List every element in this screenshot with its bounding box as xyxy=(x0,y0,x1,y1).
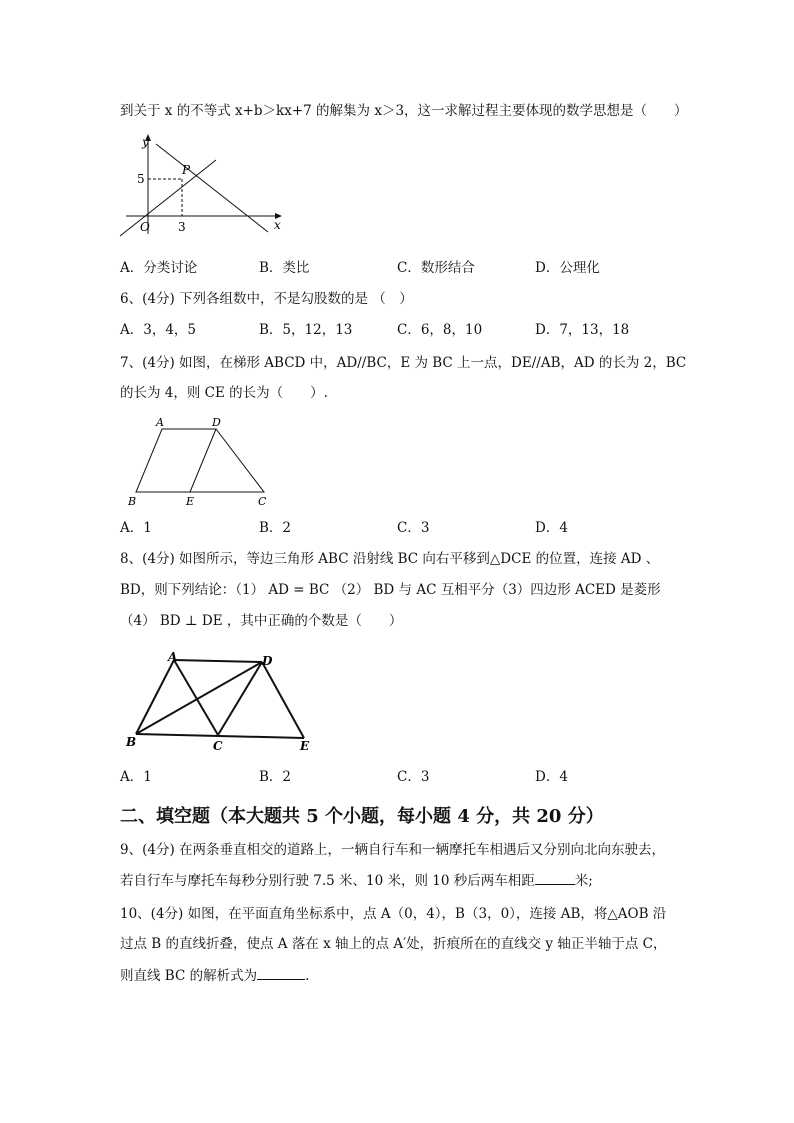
q8-label-b: B xyxy=(126,735,137,749)
q5-option-a[interactable]: A．分类讨论 xyxy=(120,260,198,276)
q10-line1: 10、(4分) 如图，在平面直角坐标系中，点 A（0，4），B（3，0），连接 AB，将△AOB 沿 xyxy=(120,906,667,922)
q8-stem-line2: BD，则下列结论：（1） AD = BC （2） BD 与 AC 互相平分（3）四边形 ACED 是菱形 xyxy=(120,582,661,598)
q8-option-a[interactable]: A．1 xyxy=(120,769,152,785)
q10-line3-end: . xyxy=(305,968,310,984)
q10-line3 xyxy=(120,965,309,986)
q9-line1: 9、(4分) 在两条垂直相交的道路上，一辆自行车和一辆摩托车相遇后又分别向北向东驶去， xyxy=(120,842,666,858)
q9-answer-blank[interactable] xyxy=(535,870,575,885)
q6-option-a[interactable]: A．3，4，5 xyxy=(120,322,197,338)
q7-option-a[interactable]: A．1 xyxy=(120,520,152,536)
q7-stem-line2: 的长为 4，则 CE 的长为（ ）. xyxy=(120,385,328,401)
q9-line2-unit: 米; xyxy=(574,873,593,889)
q8-label-d: D xyxy=(262,654,273,668)
q5-y-axis-label: y xyxy=(142,135,149,149)
q5-x-axis-label: x xyxy=(274,218,281,232)
q9-line2-text: 若自行车与摩托车每秒分别行驶 7.5 米、10 米，则 10 秒后两车相距 xyxy=(120,873,535,889)
q6-option-c[interactable]: C．6，8，10 xyxy=(397,322,483,338)
q8-option-d[interactable]: D．4 xyxy=(535,769,568,785)
q8-stem-line1: 8、(4分) 如图所示，等边三角形 ABC 沿射线 BC 向右平移到△DCE 的位置，连接 AD 、 xyxy=(120,551,660,567)
q7-label-e: E xyxy=(186,495,195,508)
q5-option-d[interactable]: D．公理化 xyxy=(535,260,600,276)
q8-label-c: C xyxy=(213,739,223,753)
q10-answer-blank[interactable] xyxy=(257,965,305,980)
q7-option-c[interactable]: C．3 xyxy=(397,520,430,536)
q7-label-d: D xyxy=(212,416,221,429)
q6-stem: 6、(4分) 下列各组数中，不是勾股数的是 （ ） xyxy=(120,291,413,307)
q8-option-c[interactable]: C．3 xyxy=(397,769,430,785)
q7-option-b[interactable]: B．2 xyxy=(259,520,292,536)
q5-point-p-label: P xyxy=(182,163,191,177)
q5-option-b[interactable]: B．类比 xyxy=(259,260,310,276)
q7-stem-line1: 7、(4分) 如图，在梯形 ABCD 中，AD//BC，E 为 BC 上一点，DE//AB，AD 的长为 2，BC xyxy=(120,355,687,371)
q8-stem-line3: （4） BD ⊥ DE ，其中正确的个数是（ ） xyxy=(120,613,403,629)
q5-origin-label: O xyxy=(140,220,150,234)
q7-trapezoid-figure xyxy=(120,412,280,512)
q8-triangle-figure xyxy=(122,648,322,752)
q7-option-d[interactable]: D．4 xyxy=(535,520,568,536)
q7-label-c: C xyxy=(258,495,267,508)
section2-title: 二、填空题（本大题共 5 个小题，每小题 4 分，共 20 分） xyxy=(120,806,604,827)
q9-line2 xyxy=(120,870,593,891)
q5-option-c[interactable]: C．数形结合 xyxy=(397,260,475,276)
q10-line2: 过点 B 的直线折叠，使点 A 落在 x 轴上的点 A′处，折痕所在的直线交 y 轴正半轴于点 C， xyxy=(120,936,667,952)
q7-label-a: A xyxy=(156,416,164,429)
q5-tick-3-label: 3 xyxy=(178,220,186,234)
q6-option-b[interactable]: B．5，12，13 xyxy=(259,322,353,338)
q8-label-a: A xyxy=(168,650,178,664)
q5-graph-figure xyxy=(118,132,288,242)
q8-option-b[interactable]: B．2 xyxy=(259,769,292,785)
q5-tick-5-label: 5 xyxy=(137,172,145,186)
q5-stem: 到关于 x 的不等式 x+b＞kx+7 的解集为 x＞3，这一求解过程主要体现的数学思想是（ ） xyxy=(120,103,688,119)
q6-option-d[interactable]: D．7，13，18 xyxy=(535,322,630,338)
q8-label-e: E xyxy=(300,739,310,753)
q10-line3-text: 则直线 BC 的解析式为 xyxy=(120,968,258,984)
q7-label-b: B xyxy=(128,495,137,508)
